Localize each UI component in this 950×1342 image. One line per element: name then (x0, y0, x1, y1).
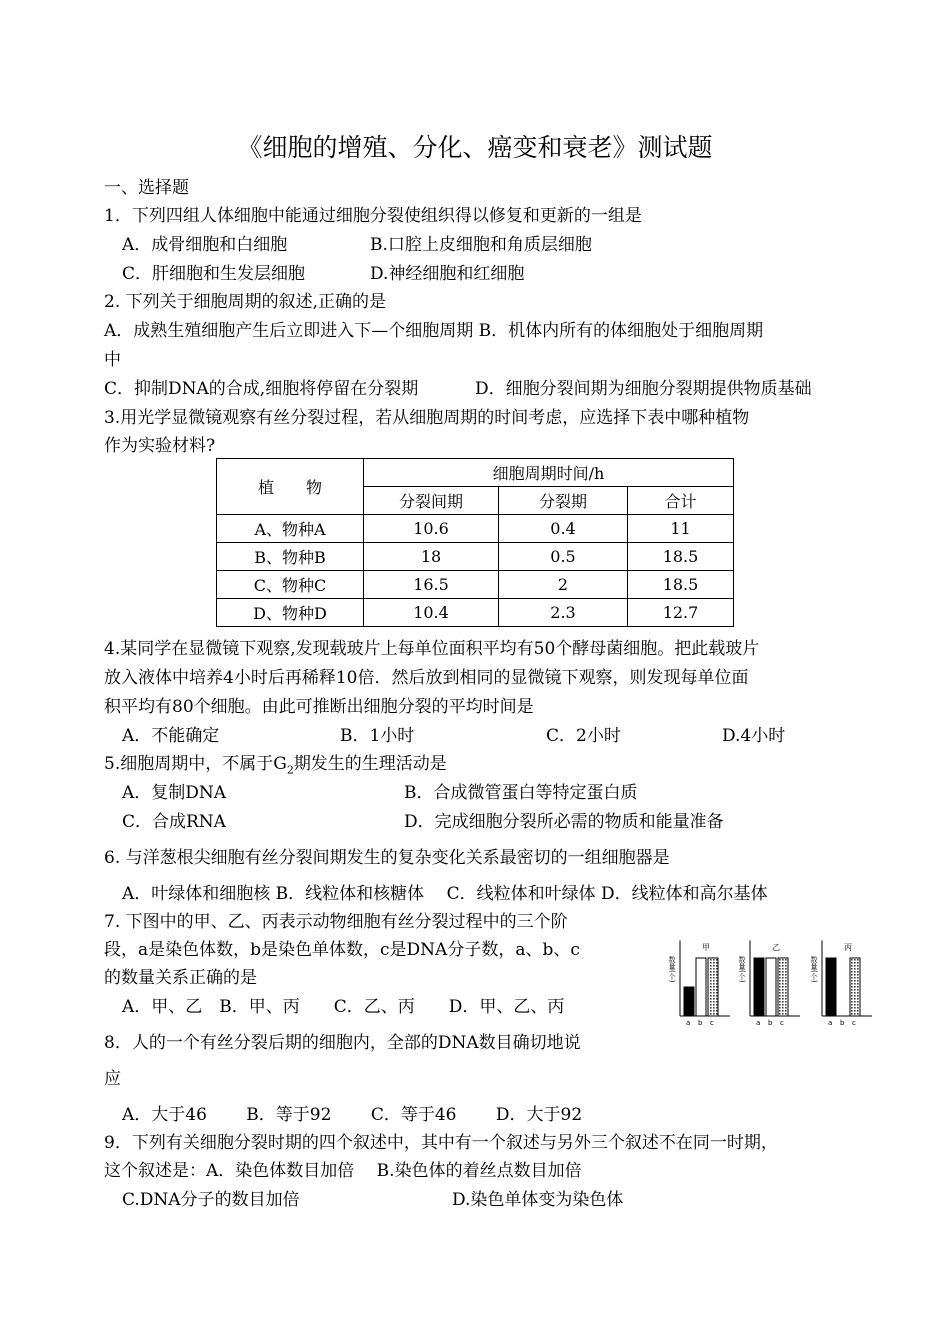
q9-option-c: C.DNA分子的数目加倍 (122, 1190, 300, 1210)
chart-tick-label: b (768, 1019, 773, 1027)
q2-option-ab-cont: 中 (104, 350, 121, 370)
q7-bar-chart-figure (662, 932, 874, 1028)
q7-stem-line3: 的数量关系正确的是 (104, 968, 257, 988)
table-cell: 0.5 (499, 543, 628, 571)
q5-option-d: D．完成细胞分裂所必需的物质和能量准备 (404, 812, 724, 832)
chart-tick-label: a (686, 1019, 691, 1027)
q4-option-d: D.4小时 (722, 726, 786, 746)
table-cell: A、物种A (217, 515, 364, 543)
chart-y-label: 数量(个) (668, 956, 676, 983)
q5-option-a: A．复制DNA (122, 783, 227, 803)
q3-stem-line2: 作为实验材料? (104, 436, 216, 456)
table-cell: C、物种C (217, 571, 364, 599)
table-cell: 18.5 (628, 543, 734, 571)
q9-stem-line1: 9．下列有关细胞分裂时期的四个叙述中，其中有一个叙述与另外三个叙述不在同一时期， (104, 1133, 778, 1153)
q4-stem-line2: 放入液体中培养4小时后再稀释10倍．然后放到相同的显微镜下观察，则发现每单位面 (104, 668, 749, 688)
q2-option-ab: A．成熟生殖细胞产生后立即进入下—个细胞周期 B．机体内所有的体细胞处于细胞周期 (104, 321, 764, 341)
chart-tick-label: a (828, 1019, 833, 1027)
table-plant-header: 植 物 (217, 459, 364, 515)
q5-option-b: B．合成微管蛋白等特定蛋白质 (404, 783, 638, 803)
q8-stem-line2: 应 (104, 1069, 121, 1089)
cell-cycle-table (216, 458, 734, 627)
q8-stem-line1: 8．人的一个有丝分裂后期的细胞内，全部的DNA数目确切地说 (104, 1033, 581, 1053)
q5-stem-text: 期发生的生理活动是 (293, 754, 447, 774)
table-cell: 10.4 (364, 599, 499, 627)
table-cell: 11 (628, 515, 734, 543)
q8-options: A．大于46 B．等于92 C．等于46 D．大于92 (122, 1105, 583, 1125)
chart-bar (766, 958, 776, 1016)
q2-stem: 2. 下列关于细胞周期的叙述,正确的是 (104, 292, 387, 312)
q6-stem: 6. 与洋葱根尖细胞有丝分裂间期发生的复杂变化关系最密切的一组细胞器是 (104, 848, 670, 868)
table-cell: 2.3 (499, 599, 628, 627)
table-row (217, 599, 734, 627)
q4-option-b: B．1小时 (340, 726, 415, 746)
q3-stem-line1: 3.用光学显微镜观察有丝分裂过程，若从细胞周期的时间考虑，应选择下表中哪种植物 (104, 408, 750, 428)
table-col-header: 合计 (628, 487, 734, 515)
q6-options: A．叶绿体和细胞核 B．线粒体和核糖体 C．线粒体和叶绿体 D．线粒体和高尔基体 (122, 884, 768, 904)
q5-option-c: C．合成RNA (122, 812, 226, 832)
q2-option-d: D．细胞分裂间期为细胞分裂期提供物质基础 (475, 379, 812, 399)
table-cell: 2 (499, 571, 628, 599)
table-cell: 18.5 (628, 571, 734, 599)
q7-options: A．甲、乙 B．甲、丙 C．乙、丙 D．甲、乙、丙 (122, 997, 565, 1017)
table-cell: 12.7 (628, 599, 734, 627)
q1-option-b: B.口腔上皮细胞和角质层细胞 (370, 235, 592, 255)
chart-tick-label: c (852, 1019, 856, 1027)
q1-option-c: C．肝细胞和生发层细胞 (122, 264, 306, 284)
table-cell: 10.6 (364, 515, 499, 543)
table-col-header: 分裂期 (499, 487, 628, 515)
q1-option-a: A．成骨细胞和白细胞 (122, 235, 288, 255)
q7-bar-chart (662, 932, 874, 1028)
chart-y-label: 数量(个) (810, 956, 818, 983)
chart-tick-label: b (698, 1019, 703, 1027)
table-cell: 16.5 (364, 571, 499, 599)
q4-option-a: A．不能确定 (122, 726, 220, 746)
chart-y-label: 数量(个) (738, 956, 746, 983)
table-row (217, 515, 734, 543)
chart-tick-label: c (710, 1019, 714, 1027)
chart-bar (850, 958, 860, 1016)
page-title: 《细胞的增殖、分化、癌变和衰老》测试题 (237, 133, 713, 162)
q9-stem-line2: 这个叙述是：A．染色体数目加倍 B.染色体的着丝点数目加倍 (104, 1161, 582, 1181)
q4-option-c: C．2小时 (546, 726, 621, 746)
q7-stem-line1: 7. 下图中的甲、乙、丙表示动物细胞有丝分裂过程中的三个阶 (104, 912, 568, 932)
q9-option-d: D.染色单体变为染色体 (452, 1190, 624, 1210)
table-group-header: 细胞周期时间/h (364, 459, 734, 487)
table-col-header: 分裂间期 (364, 487, 499, 515)
q5-stem-subscript: 2 (286, 763, 294, 777)
q5-stem (104, 752, 447, 782)
table-row (217, 571, 734, 599)
chart-panel-title: 甲 (702, 943, 710, 952)
q5-stem-text: 5.细胞周期中，不属于G (104, 754, 287, 774)
table-cell: 0.4 (499, 515, 628, 543)
q4-stem-line1: 4.某同学在显微镜下观察,发现载玻片上每单位面积平均有50个酵母菌细胞。把此载玻片 (104, 639, 760, 659)
q4-stem-line3: 积平均有80个细胞。由此可推断出细胞分裂的平均时间是 (104, 697, 534, 717)
table-cell: 18 (364, 543, 499, 571)
q1-stem: 1．下列四组人体细胞中能通过细胞分裂使组织得以修复和更新的一组是 (104, 206, 642, 226)
chart-tick-label: a (756, 1019, 761, 1027)
chart-panel-title: 乙 (772, 943, 780, 952)
q2-option-c: C．抑制DNA的合成,细胞将停留在分裂期 (104, 379, 419, 399)
chart-bar (684, 987, 694, 1016)
chart-bar (696, 958, 706, 1016)
chart-bar (826, 958, 836, 1016)
section-heading: 一、选择题 (104, 178, 189, 198)
table-cell: D、物种D (217, 599, 364, 627)
q1-option-d: D.神经细胞和红细胞 (370, 264, 525, 284)
chart-bar (708, 958, 718, 1016)
chart-bar (778, 958, 788, 1016)
chart-panel-title: 丙 (844, 943, 852, 952)
chart-tick-label: b (840, 1019, 845, 1027)
chart-bar (754, 958, 764, 1016)
chart-tick-label: c (780, 1019, 784, 1027)
table-row (217, 543, 734, 571)
q7-stem-line2: 段，a是染色体数，b是染色单体数，c是DNA分子数，a、b、c (104, 940, 580, 960)
table-cell: B、物种B (217, 543, 364, 571)
